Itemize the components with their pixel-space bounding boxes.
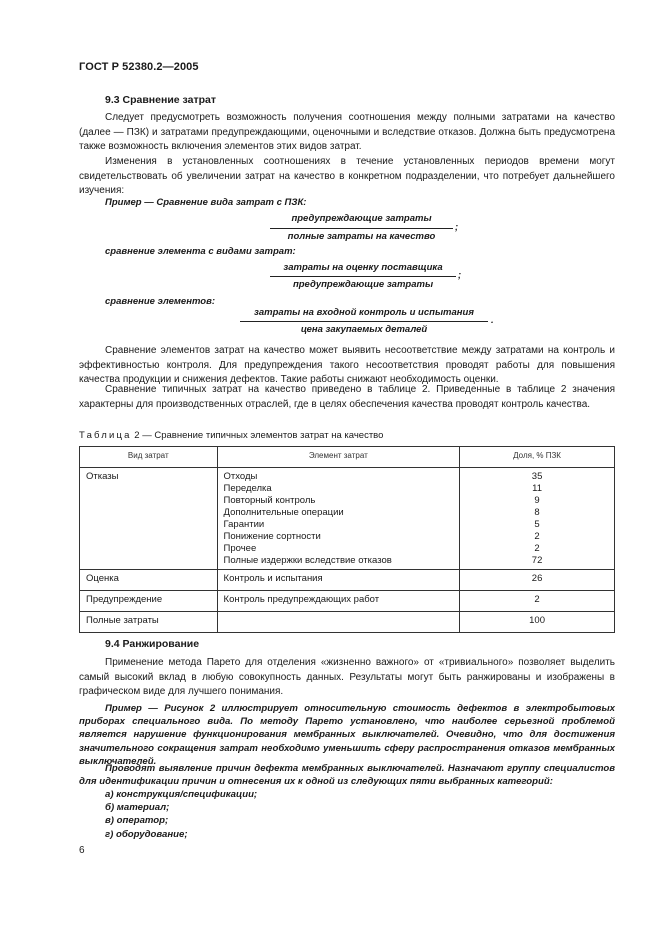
element-item: Гарантии	[223, 519, 265, 530]
value-item: 2	[534, 531, 540, 542]
section-9-3-paragraph-3: Сравнение элементов затрат на качество может выявить несоответствие между затратами на контроль и эффективностью контроля. Для предупреждения такого несоответствия проводят работы для повышения качества продукции и снижения дефектов. Такие работы снижают необходимость оценки.	[79, 345, 615, 386]
list-item: в) оператор;	[105, 815, 169, 827]
section-9-4-example-1: Пример — Рисунок 2 иллюстрирует относительную стоимость дефектов в электробытовых приборах специального вида. По методу Парето установлено, что наиболее серьезной проблемой является нарушение функционирования мембранных выключателей. Очевидно, что для достижения значительного сокращения затрат необходимо уменьшить сферу распространения отказов мембранных выключателей.	[79, 703, 615, 767]
example-2-denominator: предупреждающие затраты	[292, 279, 434, 290]
table-caption-word: Таблица	[79, 430, 132, 441]
cell-elements	[217, 468, 460, 570]
element-item: Полные издержки вследствие отказов	[223, 555, 392, 566]
cell-values	[460, 468, 615, 570]
example-3-fraction-line	[240, 321, 488, 322]
section-9-3-paragraph-2: Изменения в установленных соотношениях в течение установленных периодов времени могут свидетельствовать об увеличении затрат на качество в конкретном подразделении, что потребует дальнейшего изучения:	[79, 156, 615, 197]
table-header-row	[80, 447, 615, 468]
element-item: Прочее	[223, 543, 257, 554]
header-cost-element: Элемент затрат	[217, 447, 460, 468]
value-item: 11	[532, 483, 542, 494]
example-2-punct: ;	[458, 270, 462, 281]
cell-type: Отказы	[80, 468, 218, 570]
element-item: Повторный контроль	[223, 495, 316, 506]
header-share: Доля, % ПЗК	[460, 447, 615, 468]
cell-value: 26	[460, 570, 615, 591]
value-item: 35	[531, 471, 543, 482]
element-item: Переделка	[223, 483, 272, 494]
value-item: 5	[534, 519, 540, 530]
table-row	[80, 570, 615, 591]
example-2-label: сравнение элемента с видами затрат:	[105, 246, 296, 257]
section-9-4-paragraph-1: Применение метода Парето для отделения «жизненно важного» от «тривиального» позволяет выделить самый высокий вклад в любую совокупность данных. Результаты могут быть ранжированы и изображены в графическом виде для лучшего понимания.	[79, 657, 615, 698]
example-3-punct: .	[491, 315, 494, 326]
table-row	[80, 591, 615, 612]
list-item: б) материал;	[105, 802, 170, 814]
category-list	[105, 788, 505, 841]
example-2-numerator: затраты на оценку поставщика	[283, 262, 443, 273]
cell-element: Контроль и испытания	[217, 570, 460, 591]
value-item: 9	[534, 495, 540, 506]
section-9-3-title: 9.3 Сравнение затрат	[105, 94, 216, 106]
section-9-3-paragraph-4: Сравнение типичных затрат на качество приведено в таблице 2. Приведенные в таблице 2 значения характерны для производственных отраслей, где в целях обеспечения качества проводят контроль качества.	[79, 384, 615, 410]
example-3-numerator: затраты на входной контроль и испытания	[254, 307, 474, 318]
value-item: 8	[534, 507, 540, 518]
section-9-4-example-2: Проводят выявление причин дефекта мембранных выключателей. Назначают группу специалистов для идентификации причин и отнесения их к одной из следующих пяти выбранных категорий:	[79, 763, 615, 788]
section-9-4-title: 9.4 Ранжирование	[105, 638, 200, 650]
cell-type: Оценка	[80, 570, 218, 591]
example-1-denominator: полные затраты на качество	[287, 231, 436, 242]
cell-value: 100	[460, 612, 615, 633]
page-number: 6	[79, 845, 85, 856]
example-3-label: сравнение элементов:	[105, 296, 215, 307]
example-1-punct: ;	[455, 222, 459, 233]
element-item: Отходы	[223, 471, 258, 482]
example-3-denominator: цена закупаемых деталей	[300, 324, 428, 335]
section-9-3-paragraph-1: Следует предусмотреть возможность получения соотношения между полными затратами на качество (далее — ПЗК) и затратами предупреждающими, оценочными и вследствие отказов. Должна быть предусмотрена также возможность включения элементов этих видов затрат.	[79, 112, 615, 153]
list-item: г) оборудование;	[105, 828, 188, 840]
table-caption-text: 2 — Сравнение типичных элементов затрат на качество	[131, 430, 384, 441]
table-2-caption	[79, 430, 383, 441]
header-cost-type: Вид затрат	[80, 447, 218, 468]
example-2-fraction-line	[270, 276, 456, 277]
cell-value: 2	[460, 591, 615, 612]
table-row	[80, 612, 615, 633]
element-item: Понижение сортности	[223, 531, 321, 542]
cell-element	[217, 612, 460, 633]
value-item: 2	[534, 543, 540, 554]
cell-element: Контроль предупреждающих работ	[217, 591, 460, 612]
example-1-fraction-line	[270, 228, 453, 229]
value-item: 72	[531, 555, 543, 566]
example-1-numerator: предупреждающие затраты	[291, 213, 432, 224]
table-row	[80, 468, 615, 570]
cell-type: Полные затраты	[80, 612, 218, 633]
element-item: Дополнительные операции	[223, 507, 344, 518]
list-item: а) конструкция/спецификации;	[105, 789, 258, 800]
cell-type: Предупреждение	[80, 591, 218, 612]
cost-comparison-table	[79, 446, 615, 633]
document-code: ГОСТ Р 52380.2—2005	[79, 61, 199, 73]
example-1-label: Пример — Сравнение вида затрат с ПЗК:	[105, 197, 307, 208]
